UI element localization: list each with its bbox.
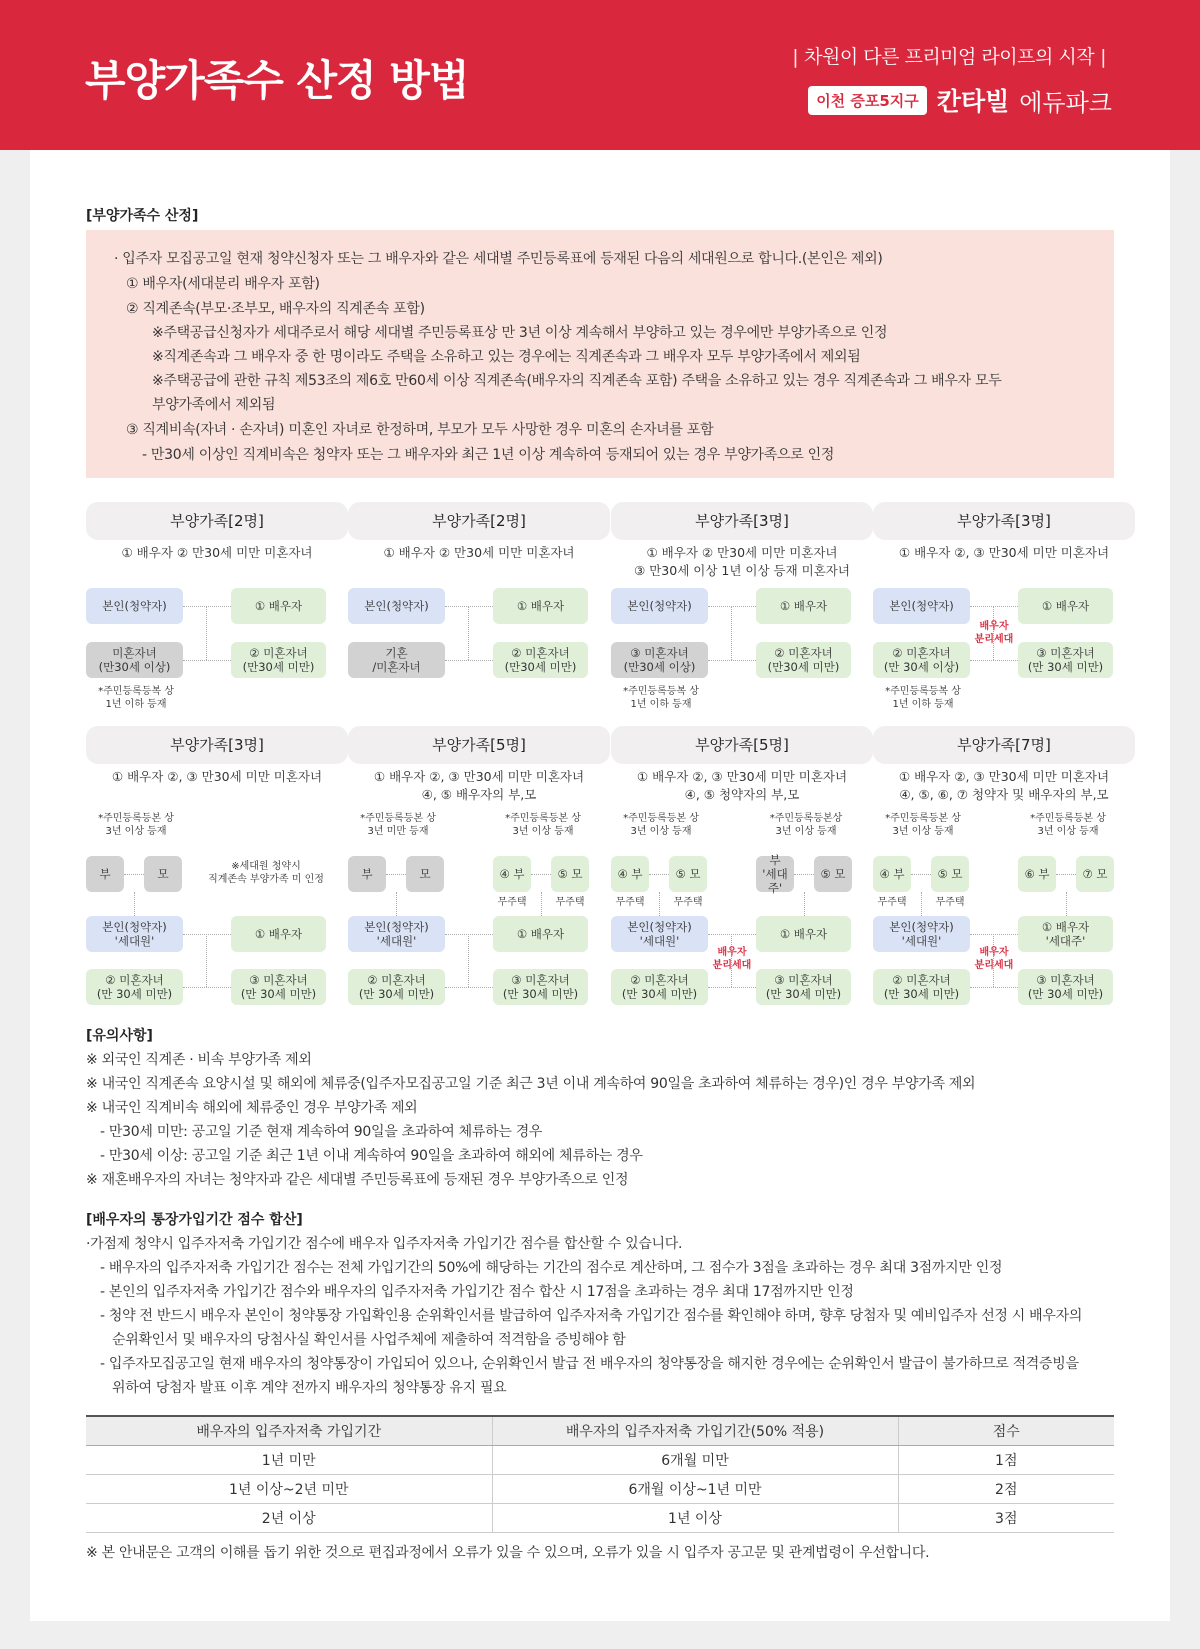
diagram-card [86, 502, 348, 722]
table-row [86, 1503, 1114, 1532]
table-cell: 1년 이상 [492, 1503, 898, 1532]
registration-note: *주민등록등복 상 1년 이하 등재 [623, 686, 699, 710]
calc-box [86, 230, 1114, 478]
table-header: 배우자의 입주자저축 가입기간 [86, 1416, 492, 1445]
homeless-label: 무주택 [555, 897, 585, 908]
dotted-connector [183, 934, 231, 935]
spouse-box: ① 배우자 [231, 916, 326, 952]
table-cell: 1년 이상~2년 미만 [86, 1474, 492, 1503]
caution-line: - 만30세 미만: 공고일 기준 현재 계속하여 90일을 초과하여 체류하는 경우 [100, 1124, 543, 1140]
parent-box: ④ 부 [611, 856, 649, 892]
disclaimer-footnote: ※ 본 안내문은 고객의 이해를 돕기 위한 것으로 편집과정에서 오류가 있을 수 있으며, 오류가 있을 시 입주자 공고문 및 관계법령이 우선합니다. [86, 1545, 930, 1561]
parent-box: 모 [406, 856, 444, 892]
card-condition: ④, ⑤ 배우자의 부,모 [421, 787, 537, 802]
caution-line: ※ 내국인 직계존속 요양시설 및 해외에 체류중(입주자모집공고일 기준 최근 3년 이내 계속하여 90일을 초과하여 체류하는 경우)인 경우 부양가족 제외 [86, 1076, 976, 1092]
registration-note: *주민등록등본 상 3년 이상 등재 [885, 813, 961, 837]
dotted-connector [1056, 874, 1076, 875]
parent-box: 부 [348, 856, 386, 892]
dotted-connector [134, 892, 135, 916]
parent-box: ⑤ 모 [669, 856, 707, 892]
card-condition: ① 배우자 ②, ③ 만30세 미만 미혼자녀 [636, 769, 848, 784]
dotted-connector [804, 892, 805, 916]
dotted-connector [794, 874, 814, 875]
brand-row [808, 82, 1112, 118]
dotted-connector [445, 934, 493, 935]
registration-note: *주민등록등본 상 3년 이상 등재 [1030, 813, 1106, 837]
card-condition: ① 배우자 ② 만30세 미만 미혼자녀 [121, 545, 313, 560]
card-title: 부양가족[3명] [873, 502, 1135, 540]
parent-box: ④ 부 [873, 856, 911, 892]
self-box: 본인(청약자) '세대원' [611, 916, 708, 952]
spouse-box: ① 배우자 [756, 916, 851, 952]
diagram-card [873, 502, 1135, 722]
diagram-card [348, 502, 610, 722]
parent-box: 부 [86, 856, 124, 892]
registration-note: *주민등록등본 상 3년 미만 등재 [360, 813, 436, 837]
child-box-right: ② 미혼자녀 (만30세 미만) [231, 642, 326, 678]
card-condition: ① 배우자 ② 만30세 미만 미혼자녀 [646, 545, 838, 560]
parents-note: ※세대원 청약시 직계존속 부양가족 미 인정 [208, 861, 324, 885]
caution-line: ※ 내국인 직계비속 해외에 체류중인 경우 부양가족 제외 [86, 1100, 418, 1116]
child-box-right: ③ 미혼자녀 (만 30세 미만) [1018, 969, 1113, 1005]
dotted-connector [649, 874, 669, 875]
card-title: 부양가족[5명] [611, 726, 873, 764]
self-box: 본인(청약자) [348, 588, 445, 624]
table-cell: 1점 [898, 1445, 1114, 1474]
header-banner [0, 0, 1200, 150]
spouse-line: - 본인의 입주자저축 가입기간 점수와 배우자의 입주자저축 가입기간 점수 합산 시 17점을 초과하는 경우 최대 17점까지만 인정 [100, 1284, 854, 1300]
diagram-card [348, 726, 610, 1006]
card-condition: ③ 만30세 이상 1년 이상 등재 미혼자녀 [634, 563, 850, 578]
dotted-connector [531, 874, 551, 875]
calc-line: ※직계존속과 그 배우자 중 한 명이라도 주택을 소유하고 있는 경우에는 직계존속과 그 배우자 모두 부양가족에서 제외됨 [152, 349, 861, 365]
self-box: 본인(청약자) [86, 588, 183, 624]
child-box-right: ③ 미혼자녀 (만 30세 미만) [1018, 642, 1113, 678]
homeless-label: 무주택 [877, 897, 907, 908]
dotted-connector [970, 934, 1018, 935]
dotted-connector [921, 892, 922, 916]
homeless-label: 무주택 [615, 897, 645, 908]
spouse-box: ① 배우자 [756, 588, 851, 624]
calc-line: ※주택공급에 관한 규칙 제53조의 제6호 만60세 이상 직계존속(배우자의 직계존속 포함) 주택을 소유하고 있는 경우 직계존속과 그 배우자 모두 [152, 373, 1002, 389]
self-box: 본인(청약자) '세대원' [348, 916, 445, 952]
child-box-left: ② 미혼자녀 (만 30세 미만) [611, 969, 708, 1005]
card-condition: ① 배우자 ②, ③ 만30세 미만 미혼자녀 [898, 769, 1110, 784]
location-badge: 이천 증포5지구 [808, 86, 927, 115]
dotted-connector [708, 606, 756, 607]
dotted-connector [206, 606, 207, 660]
dotted-connector [183, 660, 231, 661]
dotted-connector [468, 606, 469, 660]
spouse-line: - 배우자의 입주자저축 가입기간 점수는 전체 가입기간의 50%에 해당하는 기간의 점수로 계산하며, 그 점수가 3점을 초과하는 경우 최대 3점까지만 인정 [100, 1260, 1003, 1276]
child-box-left: ② 미혼자녀 (만 30세 미만) [348, 969, 445, 1005]
registration-note: *주민등록등본 상 3년 이상 등재 [623, 813, 699, 837]
diagram-card [873, 726, 1135, 1006]
table-header-row [86, 1416, 1114, 1445]
self-box: 본인(청약자) [611, 588, 708, 624]
card-title: 부양가족[5명] [348, 726, 610, 764]
dotted-connector [708, 660, 756, 661]
dotted-connector [541, 892, 542, 916]
dotted-connector [386, 874, 406, 875]
card-title: 부양가족[3명] [611, 502, 873, 540]
parent-box: 부 '세대주' [756, 856, 794, 892]
registration-note: *주민등록등본 상 3년 이상 등재 [98, 813, 174, 837]
tagline-text: 차원이 다른 프리미엄 라이프의 시작 [804, 46, 1095, 68]
brand-sub: 에듀파크 [1019, 88, 1112, 117]
table-row [86, 1445, 1114, 1474]
spouse-box: ① 배우자 [1018, 588, 1113, 624]
dotted-connector [445, 660, 493, 661]
homeless-label: 무주택 [497, 897, 527, 908]
tagline: | 차원이 다른 프리미엄 라이프의 시작 | [792, 46, 1106, 68]
spouse-line: 위하여 당첨자 발표 이후 계약 전까지 배우자의 청약통장 유지 필요 [112, 1380, 507, 1396]
parent-box: ⑤ 모 [931, 856, 969, 892]
dotted-connector [1066, 892, 1067, 916]
diagram-card [611, 726, 873, 1006]
registration-note: *주민등록등본 상 3년 이상 등재 [505, 813, 581, 837]
card-condition: ① 배우자 ② 만30세 미만 미혼자녀 [383, 545, 575, 560]
card-condition: ④, ⑤, ⑥, ⑦ 청약자 및 배우자의 부,모 [899, 787, 1109, 802]
registration-note: *주민등록등복 상 1년 이하 등재 [885, 686, 961, 710]
parent-box: ⑤ 모 [551, 856, 589, 892]
calc-line: - 만30세 이상인 직계비속은 청약자 또는 그 배우자와 최근 1년 이상 계속하여 등재되어 있는 경우 부양가족으로 인정 [142, 447, 835, 463]
dotted-connector [731, 606, 732, 660]
child-box-left: ② 미혼자녀 (만 30세 미만) [873, 969, 970, 1005]
registration-note: *주민등록등복 상 1년 이하 등재 [98, 686, 174, 710]
calc-section-title: [부양가족수 산정] [86, 208, 199, 224]
child-box-right: ③ 미혼자녀 (만 30세 미만) [231, 969, 326, 1005]
separate-household-label: 배우자 분리세대 [974, 621, 1014, 645]
child-box-right: ③ 미혼자녀 (만 30세 미만) [493, 969, 588, 1005]
dotted-connector [445, 987, 493, 988]
card-condition: ① 배우자 ②, ③ 만30세 미만 미혼자녀 [898, 545, 1110, 560]
child-box-right: ② 미혼자녀 (만30세 미만) [493, 642, 588, 678]
separate-household-label: 배우자 분리세대 [974, 947, 1014, 971]
dotted-connector [970, 606, 1018, 607]
calc-line: ② 직계존속(부모·조부모, 배우자의 직계존속 포함) [126, 301, 425, 317]
card-condition: ④, ⑤ 청약자의 부,모 [684, 787, 800, 802]
calc-line: ③ 직계비속(자녀 · 손자녀) 미혼인 자녀로 한정하며, 부모가 모두 사망한 경우 미혼의 손자녀를 포함 [126, 422, 714, 438]
page-title: 부양가족수 산정 방법 [85, 56, 469, 105]
child-box-right: ② 미혼자녀 (만30세 미만) [756, 642, 851, 678]
cautions-title: [유의사항] [86, 1028, 153, 1044]
dotted-connector [396, 892, 397, 916]
table-cell: 2점 [898, 1474, 1114, 1503]
dotted-connector [970, 987, 1018, 988]
child-box-left: ③ 미혼자녀 (만30세 이상) [611, 642, 708, 678]
table-cell: 2년 이상 [86, 1503, 492, 1532]
self-box: 본인(청약자) '세대원' [86, 916, 183, 952]
spouse-title: [배우자의 통장가입기간 점수 합산] [86, 1212, 303, 1228]
caution-line: ※ 재혼배우자의 자녀는 청약자과 같은 세대별 주민등록표에 등재된 경우 부양가족으로 인정 [86, 1172, 629, 1188]
card-condition: ① 배우자 ②, ③ 만30세 미만 미혼자녀 [111, 769, 323, 784]
table-header: 점수 [898, 1416, 1114, 1445]
calc-line: ※주택공급신청자가 세대주로서 해당 세대별 주민등록표상 만 3년 이상 계속해서 부양하고 있는 경우에만 부양가족으로 인정 [152, 325, 888, 341]
spouse-line: ·가점제 청약시 입주자저축 가입기간 점수에 배우자 입주자저축 가입기간 점수를 합산할 수 있습니다. [86, 1236, 683, 1252]
card-title: 부양가족[2명] [86, 502, 348, 540]
dotted-connector [911, 874, 931, 875]
card-title: 부양가족[3명] [86, 726, 348, 764]
calc-line: · 입주자 모집공고일 현재 청약신청자 또는 그 배우자와 같은 세대별 주민등록표에 등재된 다음의 세대원으로 합니다.(본인은 제외) [114, 251, 883, 267]
table-cell: 1년 미만 [86, 1445, 492, 1474]
parent-box: ④ 부 [493, 856, 531, 892]
spouse-box: ① 배우자 [493, 916, 588, 952]
score-table [86, 1415, 1114, 1533]
spouse-line: - 입주자모집공고일 현재 배우자의 청약통장이 가입되어 있으나, 순위확인서 발급 전 배우자의 청약통장을 해지한 경우에는 순위확인서 발급이 불가하므로 적격증빙을 [100, 1356, 1079, 1372]
brand-name: 칸타빌 [936, 87, 1010, 116]
card-condition: ① 배우자 ②, ③ 만30세 미만 미혼자녀 [373, 769, 585, 784]
child-box-left: ② 미혼자녀 (만 30세 이상) [873, 642, 970, 678]
dotted-connector [124, 874, 144, 875]
child-box-left: 미혼자녀 (만30세 이상) [86, 642, 183, 678]
dotted-connector [970, 660, 1018, 661]
parent-box: 모 [144, 856, 182, 892]
parent-box: ⑤ 모 [814, 856, 852, 892]
child-box-left: ② 미혼자녀 (만 30세 미만) [86, 969, 183, 1005]
dotted-connector [183, 987, 231, 988]
dotted-connector [659, 892, 660, 916]
table-row [86, 1474, 1114, 1503]
registration-note: *주민등록등본상 3년 이상 등재 [769, 813, 843, 837]
caution-line: ※ 외국인 직계존 · 비속 부양가족 제외 [86, 1052, 312, 1068]
self-box: 본인(청약자) '세대원' [873, 916, 970, 952]
spouse-box: ① 배우자 [493, 588, 588, 624]
card-title: 부양가족[7명] [873, 726, 1135, 764]
table-cell: 6개월 미만 [492, 1445, 898, 1474]
self-box: 본인(청약자) [873, 588, 970, 624]
calc-line: 부양가족에서 제외됨 [152, 397, 276, 413]
parent-box: ⑥ 부 [1018, 856, 1056, 892]
caution-line: - 만30세 이상: 공고일 기준 최근 1년 이내 계속하여 90일을 초과하여 해외에 체류하는 경우 [100, 1148, 643, 1164]
dotted-connector [708, 987, 756, 988]
spouse-line: 순위확인서 및 배우자의 당첨사실 확인서를 사업주체에 제출하여 적격함을 증빙해야 함 [112, 1332, 626, 1348]
separate-household-label: 배우자 분리세대 [712, 947, 752, 971]
table-cell: 3점 [898, 1503, 1114, 1532]
dotted-connector [183, 606, 231, 607]
calc-line: ① 배우자(세대분리 배우자 포함) [126, 276, 320, 292]
table-header: 배우자의 입주자저축 가입기간(50% 적용) [492, 1416, 898, 1445]
child-box-left: 기혼 /미혼자녀 [348, 642, 445, 678]
table-cell: 6개월 이상~1년 미만 [492, 1474, 898, 1503]
homeless-label: 무주택 [673, 897, 703, 908]
spouse-box: ① 배우자 [231, 588, 326, 624]
diagram-card [86, 726, 348, 1006]
spouse-box: ① 배우자 '세대주' [1018, 916, 1113, 952]
homeless-label: 무주택 [935, 897, 965, 908]
dotted-connector [445, 606, 493, 607]
diagram-card [611, 502, 873, 722]
dotted-connector [708, 934, 756, 935]
card-title: 부양가족[2명] [348, 502, 610, 540]
dotted-connector [468, 934, 469, 987]
parent-box: ⑦ 모 [1076, 856, 1114, 892]
dotted-connector [206, 934, 207, 987]
spouse-line: - 청약 전 반드시 배우자 본인이 청약통장 가입확인용 순위확인서를 발급하여 입주자저축 가입기간 점수를 확인해야 하며, 향후 당첨자 및 예비입주자 선정 시 배우자의 [100, 1308, 1083, 1324]
child-box-right: ③ 미혼자녀 (만 30세 미만) [756, 969, 851, 1005]
